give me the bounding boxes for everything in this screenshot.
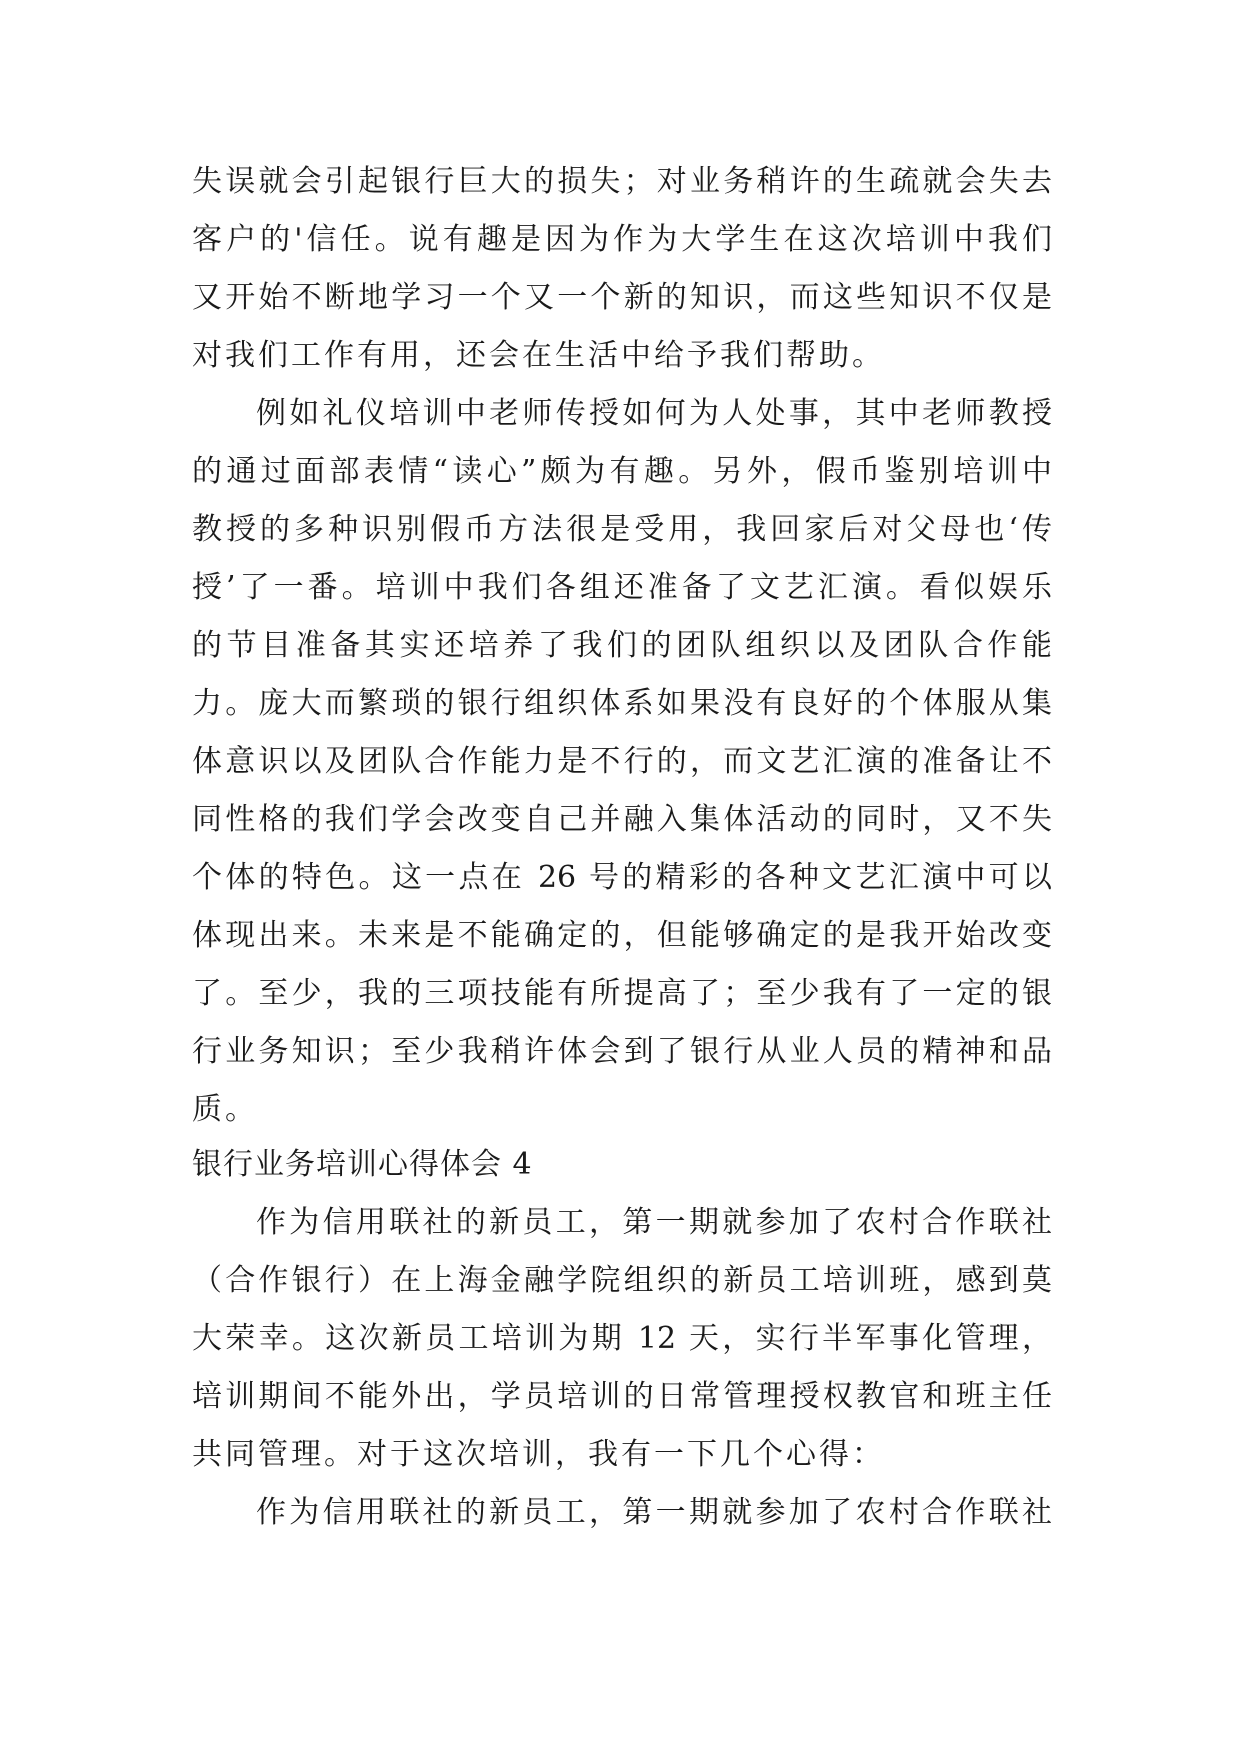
paragraph-line: 共同管理。对于这次培训，我有一下几个心得： [192,1437,885,1472]
paragraph-line: 教授的多种识别假币方法很是受用，我回家后对父母也‘传 [192,512,1052,547]
paragraph-line: 个体的特色。这一点在 26 号的精彩的各种文艺汇演中可以 [192,860,1052,895]
paragraph-line: 质。 [192,1092,258,1127]
paragraph-line: 培训期间不能外出，学员培训的日常管理授权教官和班主任 [192,1379,1052,1414]
paragraph-line: 客户的'信任。说有趣是因为作为大学生在这次培训中我们 [192,222,1052,257]
paragraph-line: 作为信用联社的新员工，第一期就参加了农村合作联社 [256,1205,1052,1240]
paragraph-line: 授’了一番。培训中我们各组还准备了文艺汇演。看似娱乐 [192,570,1052,605]
paragraph-line: 了。至少，我的三项技能有所提高了；至少我有了一定的银 [192,976,1052,1011]
paragraph-line: 又开始不断地学习一个又一个新的知识，而这些知识不仅是 [192,280,1052,315]
paragraph-line: 例如礼仪培训中老师传授如何为人处事，其中老师教授 [256,396,1052,431]
paragraph-line: 同性格的我们学会改变自己并融入集体活动的同时，又不失 [192,802,1052,837]
paragraph-line: 的通过面部表情“读心”颇为有趣。另外，假币鉴别培训中 [192,454,1052,489]
paragraph-line: 体意识以及团队合作能力是不行的，而文艺汇演的准备让不 [192,744,1052,779]
paragraph-line: 行业务知识；至少我稍许体会到了银行从业人员的精神和品 [192,1034,1052,1069]
paragraph-line: 的节目准备其实还培养了我们的团队组织以及团队合作能 [192,628,1052,663]
paragraph-line: 体现出来。未来是不能确定的，但能够确定的是我开始改变 [192,918,1052,953]
paragraph-line: 作为信用联社的新员工，第一期就参加了农村合作联社 [256,1495,1052,1530]
paragraph-line: 失误就会引起银行巨大的损失；对业务稍许的生疏就会失去 [192,164,1052,199]
section-heading: 银行业务培训心得体会 4 [192,1147,533,1182]
paragraph-line: 对我们工作有用，还会在生活中给予我们帮助。 [192,338,885,373]
paragraph-line: （合作银行）在上海金融学院组织的新员工培训班，感到莫 [192,1263,1052,1298]
paragraph-line: 大荣幸。这次新员工培训为期 12 天，实行半军事化管理， [192,1321,1052,1356]
paragraph-line: 力。庞大而繁琐的银行组织体系如果没有良好的个体服从集 [192,686,1052,721]
